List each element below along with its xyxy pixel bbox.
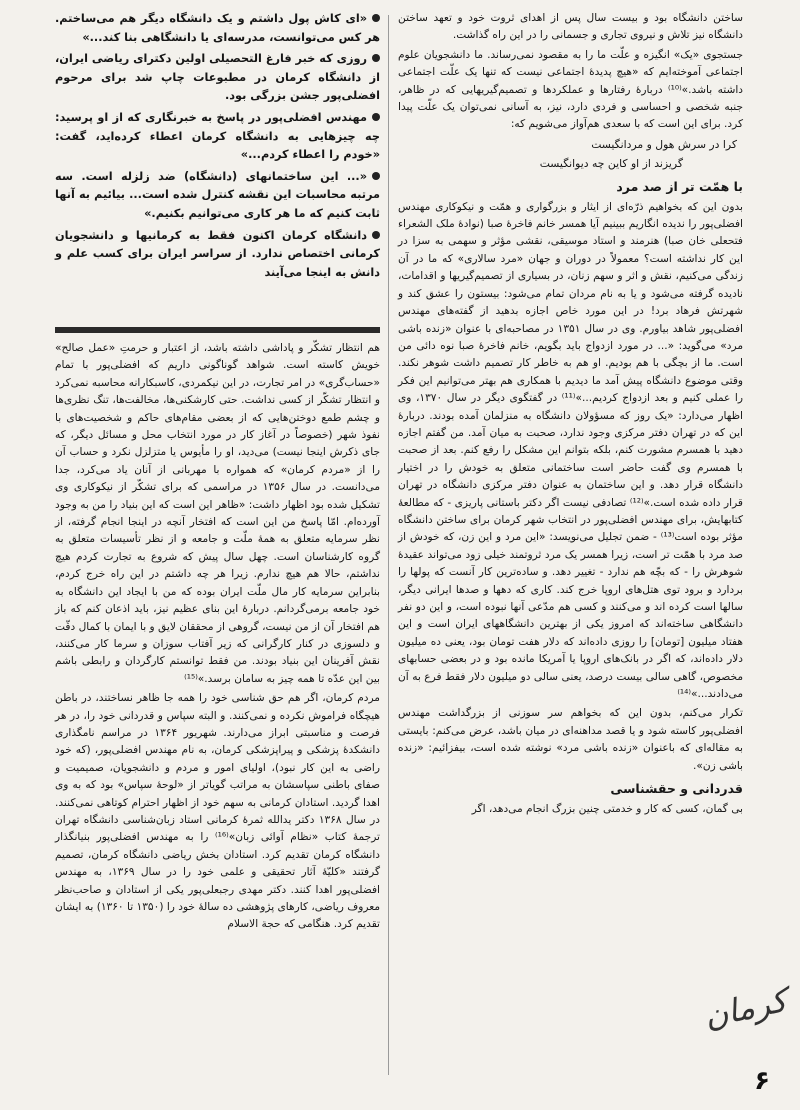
- highlights-box: [55, 10, 380, 320]
- poem-line: کرا در سرش هول و مردانگیست: [591, 137, 737, 151]
- paragraph: بی گمان، کسی که کار و خدمتی چنین بزرگ انجام می‌دهد، اگر: [471, 803, 743, 816]
- magazine-logo: کرمان: [700, 980, 791, 1036]
- divider-bar: [55, 327, 380, 333]
- bullet-icon: [372, 231, 380, 239]
- highlight-text: مهندس افضلی‌پور در پاسخ به خبرنگاری که از او پرسید: چه چیزهایی به دانشگاه کرمان اعطاء کرده‌اید، گفت: «خودم را اعطاء کردم...»: [55, 110, 380, 162]
- left-column: [55, 340, 380, 1080]
- bullet-icon: [372, 113, 380, 121]
- paragraph: ساختن دانشگاه بود و بیست سال پس از اهدای ثروت خود و تعهد ساختن دانشگاه نیز تلاش و نیروی تجاری و جسمانی را در این راه گذاشت.: [398, 12, 743, 42]
- highlight-item: [55, 109, 380, 165]
- bullet-icon: [372, 54, 380, 62]
- poem-line: گریزند از او کاین چه دیوانگیست: [539, 157, 683, 171]
- highlight-text: دانشگاه کرمان اکنون فقط به کرمانیها و دانشجویان کرمانی اختصاص ندارد. از سراسر ایران برای کسب علم و دانش به اینجا می‌آیند: [55, 228, 380, 279]
- column-rule: [388, 15, 389, 1075]
- highlight-text: روزی که خبر فارغ التحصیلی اولین دکترای ریاضی ایران، از دانشگاه کرمان در مطبوعات چاپ شد برای مرحوم افضلی‌پور جشن بزرگی بود.: [55, 52, 380, 103]
- page-number: ۶: [754, 1066, 770, 1096]
- highlight-text: «... این ساختمانهای (دانشگاه) ضد زلزله است. سه مرتبه محاسبات این نقشه کنترل شده است... بیائیم به آنها ثابت کنیم که ما هر کاری می‌توانیم بکنیم.»: [55, 169, 380, 220]
- paragraph: تکرار می‌کنم، بدون این که بخواهم سر سوزنی از بزرگداشت مهندس افضلی‌پور کاسته شود و یا قصد مداهنه‌ای در میان باشد، عرض می‌کنم: بایستی به مقاله‌ای که باعنوان «زنده باشی مرد» نوشته شده است، بیفزائیم: «زنده باشی زن».: [398, 707, 743, 772]
- right-column: [398, 10, 743, 1072]
- highlight-item: [55, 168, 380, 224]
- paragraph: جستجوی «یک» انگیزه و علّت ما را به مقصود نمی‌رساند. ما دانشجویان علوم اجتماعی آموخته‌ایم که «هیچ پدیدهٔ اجتماعی نیست که تنها یک علّت اجتماعی داشته باشد.»⁽¹⁰⁾ دربارهٔ رفتارها و عملکردها و تصمیم‌گیریهایی که در ظاهر، جنبه شخصی و احساسی و فردی دارد، نیز، به آسانی نمی‌توان یک علّت پیدا کرد. برای این است که با سعدی هم‌آواز می‌شویم که:: [398, 48, 743, 131]
- highlight-item: [55, 50, 380, 106]
- bullet-icon: [372, 172, 380, 180]
- highlight-item: [55, 227, 380, 283]
- highlight-text: «ای کاش پول داشتم و یک دانشگاه دیگر هم می‌ساختم. هر کس می‌توانست، مدرسه‌ای یا دانشگاهی بنا کند...»: [55, 12, 380, 44]
- paragraph: بدون این که بخواهیم ذرّه‌ای از ایثار و بزرگواری و همّت و نیکوکاری مهندس افضلی‌پور را ندیده انگاریم ببینیم آیا همسر خانم فاخرهٔ صبا (نوادهٔ ملک الشعراء فتحعلی خان صبا) هنرمند و استاد موسیقی، نقشی مؤثر و سهمی به سزا در این کار نداشته است؟ معمولاً در دوران و جهان «مرد سالاری» که ما در آن زندگی می‌کنیم، نقش و اثر و سهم زنان، در بسیاری از تصمیم‌گیریها و اقدامات، نادیده گرفته می‌شود و یا به نام مردان تمام می‌شود: بیستون را عشق کند و شهرتش فرهاد برد! در این مورد خاص اجازه بدهید از گفته‌های مهندس افضلی‌پور شاهد بیاورم. وی در سال ۱۳۵۱ در مصاحبه‌ای با عنوان «زنده باشی مرد» می‌گوید: «... در مورد ازدواج باید بگویم، خانم فاخرهٔ صبا نوه دائی من است. ما از بچگی با هم بودیم. او هم به خاطر کار تصمیم داشت شوهر نکند. وقتی موضوع دانشگاه پیش آمد ما دیدیم با همکاری هم بهتر می‌توانیم این فکر را عملی کنیم و بعد ازدواج کردیم...»⁽¹¹⁾ در گفتگوی دیگر در سال ۱۳۷۰، وی اظهار می‌دارد: «یک روز که مسؤولان دانشگاه به منزلمان آمده بودند. دربارهٔ این که در تهران دفتر مرکزی وجود ندارد، صحبت به میان آمد. من گفتم اجازه دهید با همسرم مشورت کنم، بلکه بتوانم این مشکل را رفع کنم. بعد از صحبت با همسرم وی گفت حاضر است ساختمانی متعلق به خودش را در اختیار دانشگاه قرار دهد. و این ساختمان به عنوان دفتر مرکزی دانشگاه در تهران قرار داده شده است.»⁽¹²⁾ تصادفی نیست اگر دکتر باستانی پاریزی - که مطالعهٔ کتابهایش، برای مهندس افضلی‌پور در انتخاب شهر کرمان برای ساختن دانشگاه مؤثر بوده است⁽¹³⁾ - ضمن تجلیل می‌نویسد: «این مرد و این زن، که خودش از صد مرد با همّت تر است، زیرا همسر یک مرد ثروتمند خیلی زود می‌تواند عقیدهٔ شوهرش را - که بچّه هم ندارد - تغییر دهد. و ساده‌ترین کار آنست که پولها را بردارد و برود توی هتل‌های اروپا خرج کند. کاری که دهها و صدها ایرانی دیگر، سالها است کرده اند و می‌کنند و کسی هم مدّعی آنها نبوده است، و این دو نفر دانشگاهی ساخته‌اند که امروز یکی از بهترین دانشگاههای ایران است و این هفتاد میلیون [تومان] را روزی داده‌اند که دلار هفت تومان بود، یعنی ده میلیون دلار داده‌اند، که اگر در بانک‌های اروپا یا آمریکا مانده بود و در بعضی حسابهای مخصوص، گاهی سالی بیست درصد، یعنی سالی دو میلیون دلار فقط فرع به آن می‌دادند...»⁽¹⁴⁾: [398, 200, 743, 701]
- bullet-icon: [372, 14, 380, 22]
- highlight-item: [55, 10, 380, 47]
- paragraph: مردم کرمان، اگر هم حق شناسی خود را همه جا ظاهر نساختند، در باطن هیچگاه فراموش نکرده و نمی‌کنند. و البته سپاس و قدردانی خود را، در هر فرصت و مناسبتی ابراز می‌دارند. شهریور ۱۳۶۴ در مراسم نامگذاری دانشکدهٔ پزشکی و پیراپزشکی کرمان، به نام مهندس افضلی‌پور، (که خود راضی به این کار نبود)، اولیای امور و مردم و دانشجویان، صمیمیت و صفای باطنی سپاسشان به مراتب گویاتر از «لوحهٔ سپاس» بود که به وی اهدا گردید. استادان کرمانی به سهم خود از اظهار احترام کوتاهی نمی‌کنند. در سال ۱۳۶۸ دکتر یدالله ثمرهٔ کرمانی استاد زبان‌شناسی دانشگاه تهران ترجمهٔ کتاب «نظام آوائی زبان»⁽¹⁶⁾ را به مهندس افضلی‌پور بنیانگذار دانشگاه کرمان تقدیم کرد. استادان بخش ریاضی دانشگاه کرمان، تصمیم گرفتند «کلیّهٔ آثار تحقیقی و علمی خود را در سال ۱۳۶۹، به مهندس افضلی‌پور اهدا کنند. دکتر مهدی رجبعلی‌پور یکی از استادان و صاحب‌نظر معروف ریاضی، کارهای پژوهشی ده سالهٔ خود را (۱۳۵۰ تا ۱۳۶۰) به ایشان تقدیم کرد. هنگامی که حجة الاسلام: [55, 692, 381, 931]
- section-heading: قدردانی و حقشناسی: [610, 781, 743, 797]
- section-heading: با همّت تر از صد مرد: [616, 178, 743, 194]
- paragraph: هم انتظار تشکّر و پاداشی داشته باشد، از اعتبار و حرمتِ «عمل صالح» خویش کاسته است. شواهد گوناگونی داریم که افضلی‌پور با تمام «حساب‌گری» در امر تجارت، در این نیکمردی، کاسبکارانه محاسبه نمی‌کرد و انتظار تشکّر از کسی نداشت. حتی کارشکنی‌ها، مخالفت‌ها، تنگ نظری‌ها و چشم طمع دوختن‌هایی که از بعضی مقام‌های حاکم و شخصیت‌های با نفوذ شهر (خصوصاً در آغاز کار در مورد انتخاب محل و مسائل دیگر، که جای ذکرش اینجا نیست) می‌دید، او را مأیوس یا متزلزل نکرد و حساب آن را از «مردم کرمان» که همواره با مهربانی از آنان یاد می‌کرد، جدا می‌دانست. در سال ۱۳۵۶ در مراسمی که برای تشکّر از نیکوکاری وی تشکیل شده بود اظهار داشت: «ظاهر این است که این بنیاد را من به وجود آورده‌ام. امّا پاسخ من این است که افتخار آنچه در اینجا انجام گرفته، از نظر سرمایه متعلق به همهٔ ملّت و جامعه و از نظر تأسیسات متعلق به گروه کارشناسان است. چهل سال پیش که شروع به تجارت کردم هیچ نداشتم، حالا هم هیچ ندارم. زیرا هر چه داشتم در این راه خرج کردم، بنابراین سرمایه کار مال ملّت ایران بوده که من با ایجاد این دانشگاه به خود جامعه برمی‌گردانم. دربارهٔ این بنای عظیم نیز، باید اذعان کنم که باز هم افتخار آن از من نیست، گروهی از محققان لایق و با ایمان با کمال دقّت و دلسوزی در کنار کارگرانی که زیر آفتاب سوزان و سرما کار می‌کنند، نقش آفرینان این بنیاد بودند. من فقط توانستم کارگردان و رابطی باشم بین این عدّه تا همه چیز به سامان برسد.»⁽¹⁵⁾: [55, 342, 380, 685]
